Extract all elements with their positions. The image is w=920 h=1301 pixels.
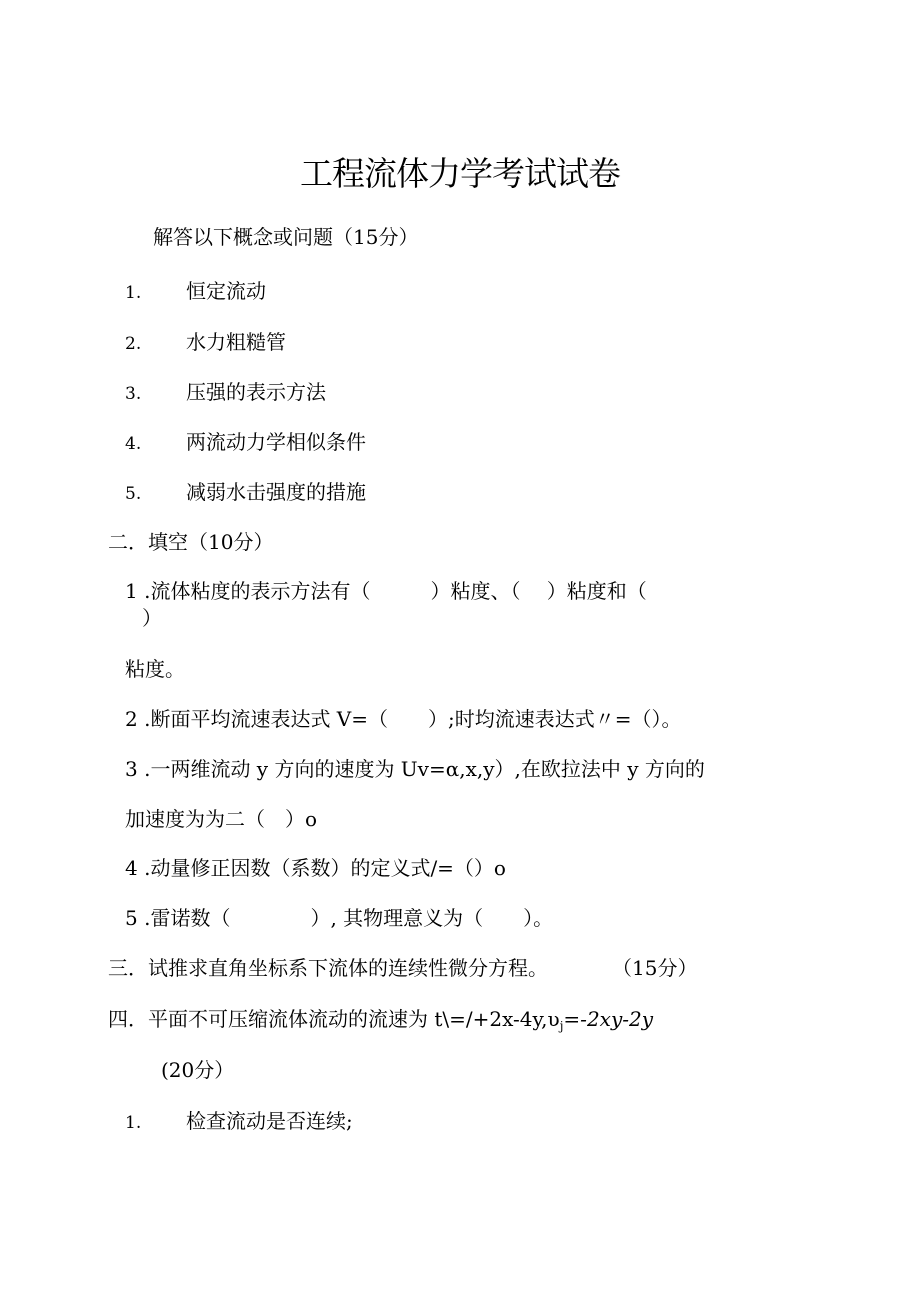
- section1-item-4-text: 两流动力学相似条件: [186, 430, 366, 454]
- section1-item-3-text: 压强的表示方法: [186, 380, 326, 404]
- section1-item-2-number: 2.: [125, 334, 142, 354]
- fill-question-2: 2 .断面平均流速表达式 V=（ ）;时均流速表达式〃=（）。: [125, 707, 682, 731]
- section1-item-1-number: 1.: [125, 283, 142, 303]
- section4-heading: [108, 1006, 653, 1039]
- fill-question-1-line3: 粘度。: [125, 657, 185, 681]
- section4-item-1-number: 1.: [125, 1113, 142, 1133]
- section1-item-3-number: 3.: [125, 384, 142, 404]
- section4-heading-subscript: j: [559, 1019, 564, 1033]
- section1-item-2-text: 水力粗糙管: [186, 330, 286, 354]
- fill-question-4: 4 .动量修正因数（系数）的定义式/=（）o: [125, 856, 506, 880]
- fill-question-1-line1: 1 .流体粘度的表示方法有（ ）粘度、（ ）粘度和（: [125, 579, 647, 603]
- fill-question-3-line2: 加速度为为二（ ）o: [125, 807, 318, 831]
- fill-question-3-line1: 3 .一两维流动 y 方向的速度为 Uv=α,x,y）,在欧拉法中 y 方向的: [125, 757, 705, 781]
- section1-item-1-text: 恒定流动: [186, 279, 266, 303]
- section1-item-5-number: 5.: [125, 484, 142, 504]
- section1-item-4-number: 4.: [125, 434, 142, 454]
- section1-heading: 解答以下概念或问题（15分）: [153, 225, 419, 249]
- section2-heading: 二．填空（10分）: [108, 530, 274, 554]
- fill-question-5: 5 .雷诺数（ ）, 其物理意义为（ ）。: [125, 906, 554, 930]
- section4-heading-suffix: =-2xy-2y: [563, 1007, 654, 1031]
- section4-heading-prefix: 四．平面不可压缩流体流动的流速为 t\=/+2x-4y,υ: [108, 1007, 560, 1031]
- exam-title: 工程流体力学考试试卷: [300, 154, 620, 193]
- section3-points: （15分）: [612, 956, 698, 980]
- section1-item-5-text: 减弱水击强度的措施: [186, 480, 366, 504]
- section4-points: (20分）: [161, 1058, 235, 1082]
- section3-heading: 三．试推求直角坐标系下流体的连续性微分方程。: [108, 956, 548, 980]
- section4-item-1-text: 检查流动是否连续;: [186, 1109, 353, 1133]
- fill-question-1-line2: ）: [142, 606, 162, 630]
